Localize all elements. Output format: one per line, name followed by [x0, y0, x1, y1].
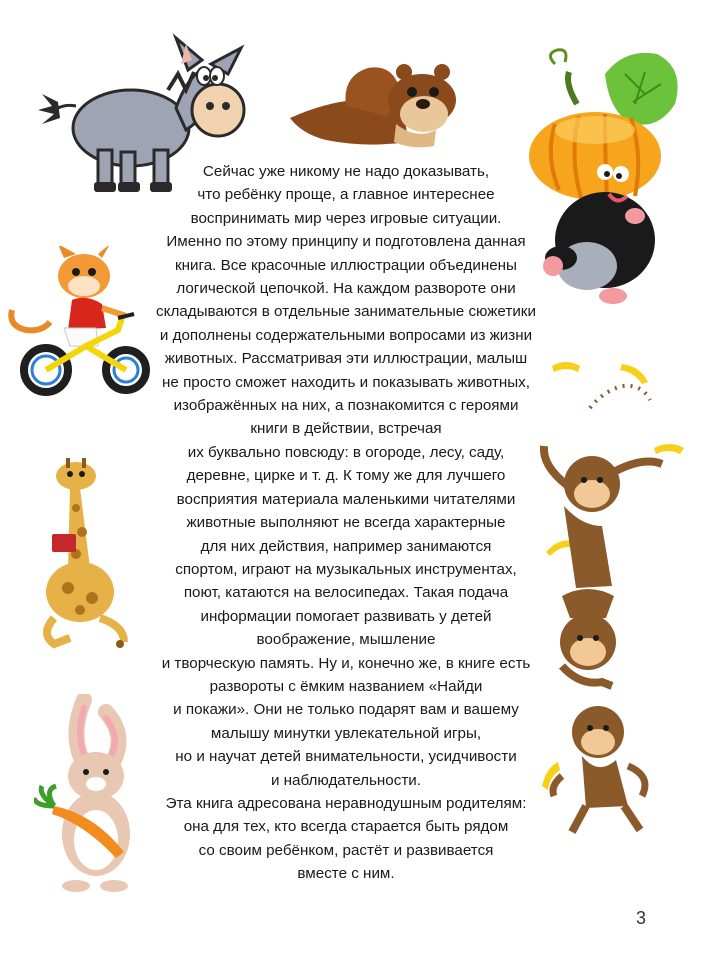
- text-line: вместе с ним.: [297, 865, 395, 883]
- monkeys-juggling-bananas-illustration: [532, 356, 702, 844]
- text-line: животные выполняют не всегда характерные: [186, 514, 506, 532]
- text-line: не просто сможет находить и показывать животных,: [162, 373, 530, 391]
- text-line: Эта книга адресована неравнодушным родителям:: [165, 794, 527, 812]
- text-line: развороты с ёмким названием «Найди: [209, 677, 483, 695]
- text-line: малышу минутки увлекательной игры,: [210, 724, 482, 742]
- text-line: животных. Рассматривая эти иллюстрации, малыш: [164, 350, 528, 368]
- text-line: со своим ребёнком, растёт и развивается: [198, 841, 494, 859]
- text-line: поют, катаются на велосипедах. Такая подача: [183, 584, 509, 602]
- text-line: книга. Все красочные иллюстрации объединены: [175, 256, 517, 274]
- text-line: логической цепочкой. На каждом развороте они: [176, 280, 516, 298]
- otter-illustration: [286, 56, 466, 151]
- rabbit-with-carrot-illustration: [34, 694, 154, 894]
- text-line: и покажи». Они не только подарят вам и вашему: [173, 701, 519, 719]
- mole-with-pumpkin-illustration: [525, 44, 695, 306]
- cat-on-bicycle-illustration: [6, 246, 154, 398]
- text-line: складываются в отдельные занимательные сюжетики: [156, 303, 536, 321]
- text-line: она для тех, кто всегда старается быть рядом: [183, 818, 509, 836]
- text-line: для них действия, например занимаются: [200, 537, 492, 555]
- text-line: спортом, играют на музыкальных инструментах,: [175, 560, 517, 578]
- text-line: Именно по этому принципу и подготовлена данная: [166, 233, 526, 251]
- text-line: деревне, цирке и т. д. К тому же для лучшего: [186, 467, 506, 485]
- text-line: книги в действии, встречая: [250, 420, 442, 438]
- text-line: и наблюдательности.: [270, 771, 422, 789]
- text-line: и творческую память. Ну и, конечно же, в книге есть: [161, 654, 531, 672]
- intro-text-block: [150, 160, 542, 886]
- page-number: 3: [636, 908, 647, 928]
- text-line: их буквально повсюду: в огороде, лесу, саду,: [187, 443, 505, 461]
- text-line: восприятия материала маленькими читателями: [176, 490, 516, 508]
- text-line: но и научат детей внимательности, усидчивости: [175, 748, 517, 766]
- text-line: воображение, мышление: [256, 631, 436, 649]
- text-line: и дополнены содержательными вопросами из жизни: [159, 326, 533, 344]
- text-line: Сейчас уже никому не надо доказывать,: [202, 163, 490, 180]
- text-line: воспринимать мир через игровые ситуации.: [190, 209, 502, 227]
- giraffe-reading-illustration: [20, 458, 138, 650]
- text-line: изображённых на них, а познакомится с героями: [173, 397, 519, 415]
- text-line: информации помогает развивать у детей: [200, 607, 492, 625]
- text-line: что ребёнку проще, а главное интереснее: [197, 186, 495, 204]
